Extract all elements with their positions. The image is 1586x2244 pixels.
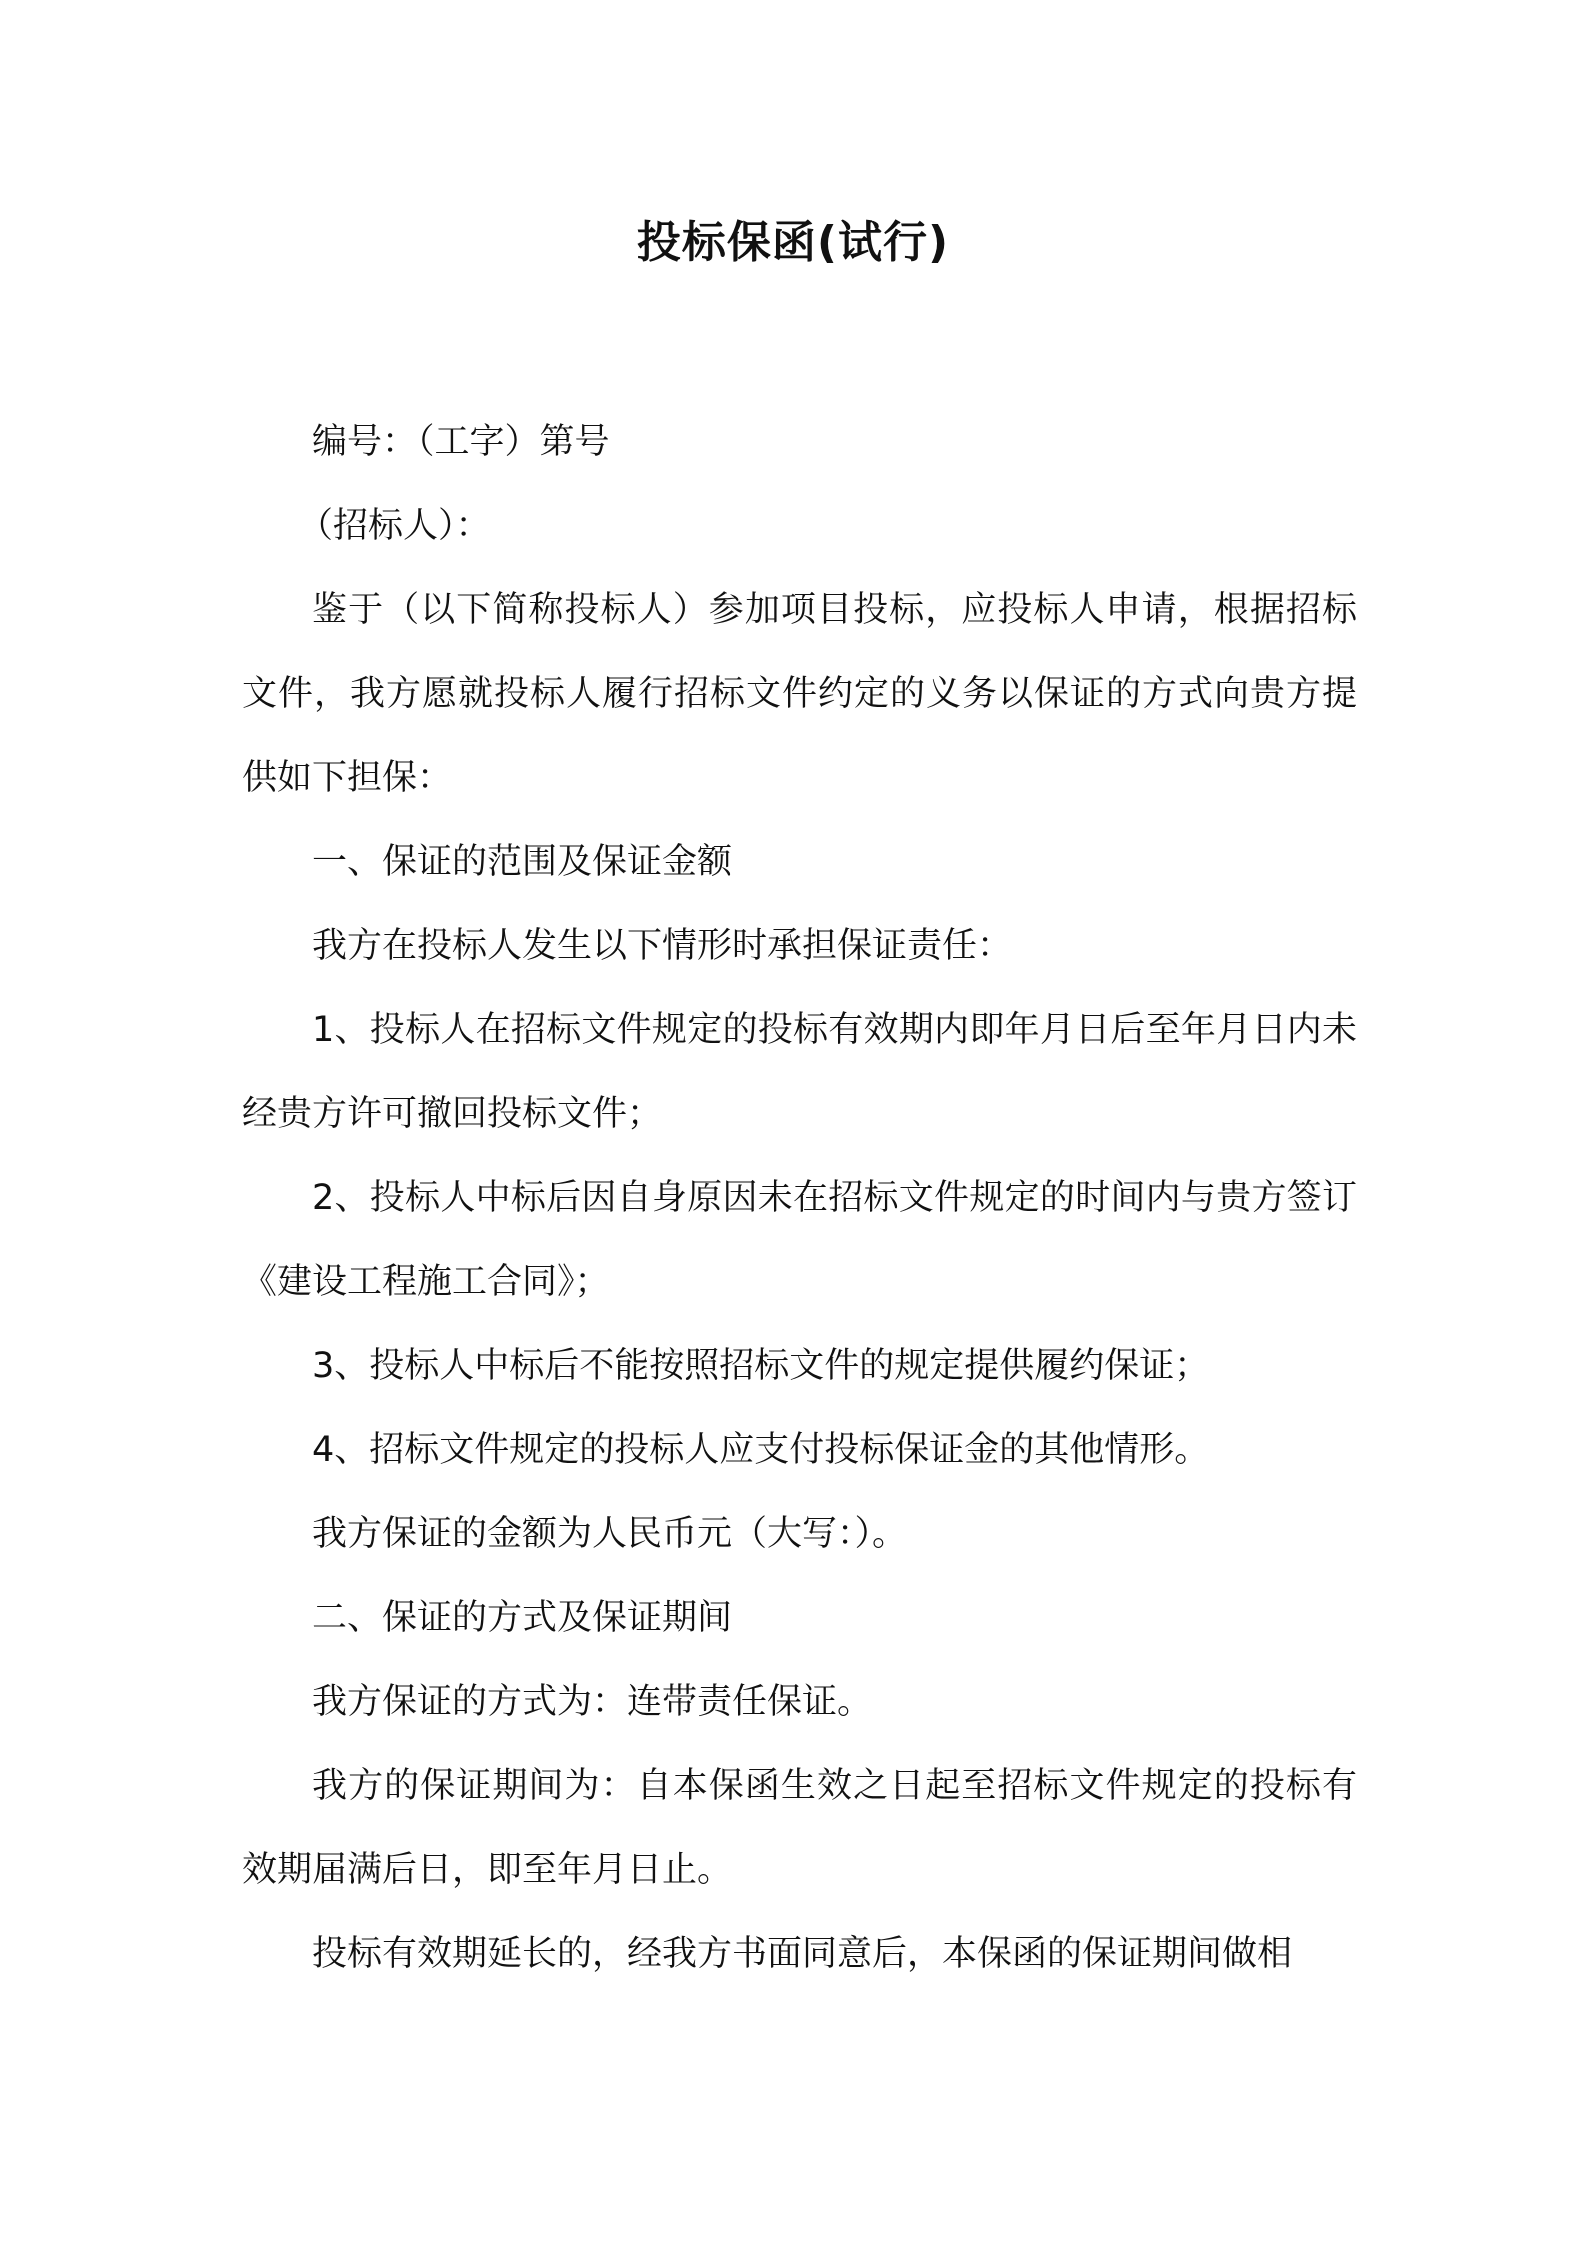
recipient-line: （招标人）： [298, 506, 491, 546]
document-body [242, 400, 1357, 1996]
paragraph-method: 我方保证的方式为：连带责任保证。 [312, 1682, 873, 1722]
clause-1: 1、投标人在招标文件规定的投标有效期内即年月日后至年月日内未经贵方许可撤回投标文件； [242, 1010, 1357, 1134]
clause-2: 2、投标人中标后因自身原因未在招标文件规定的时间内与贵方签订《建设工程施工合同》； [242, 1178, 1357, 1302]
clause-3: 3、投标人中标后不能按照招标文件的规定提供履约保证； [312, 1346, 1210, 1386]
paragraph-amount: 我方保证的金额为人民币元（大写：）。 [312, 1514, 908, 1554]
paragraph-period: 我方的保证期间为：自本保函生效之日起至招标文件规定的投标有效期届满后日，即至年月日止。 [242, 1766, 1357, 1890]
serial-number-line: 编号：（工字）第号 [312, 422, 610, 462]
document-title: 投标保函(试行) [636, 217, 950, 268]
paragraph-intro: 鉴于（以下简称投标人）参加项目投标，应投标人申请，根据招标文件，我方愿就投标人履行招标文件约定的义务以保证的方式向贵方提供如下担保： [242, 590, 1357, 798]
clause-4: 4、招标文件规定的投标人应支付投标保证金的其他情形。 [312, 1430, 1210, 1470]
paragraph-extension: 投标有效期延长的，经我方书面同意后，本保函的保证期间做相 [312, 1934, 1293, 1974]
section-heading-scope: 一、保证的范围及保证金额 [312, 842, 733, 882]
section-heading-method: 二、保证的方式及保证期间 [312, 1598, 733, 1638]
paragraph-liability: 我方在投标人发生以下情形时承担保证责任： [312, 926, 1013, 966]
